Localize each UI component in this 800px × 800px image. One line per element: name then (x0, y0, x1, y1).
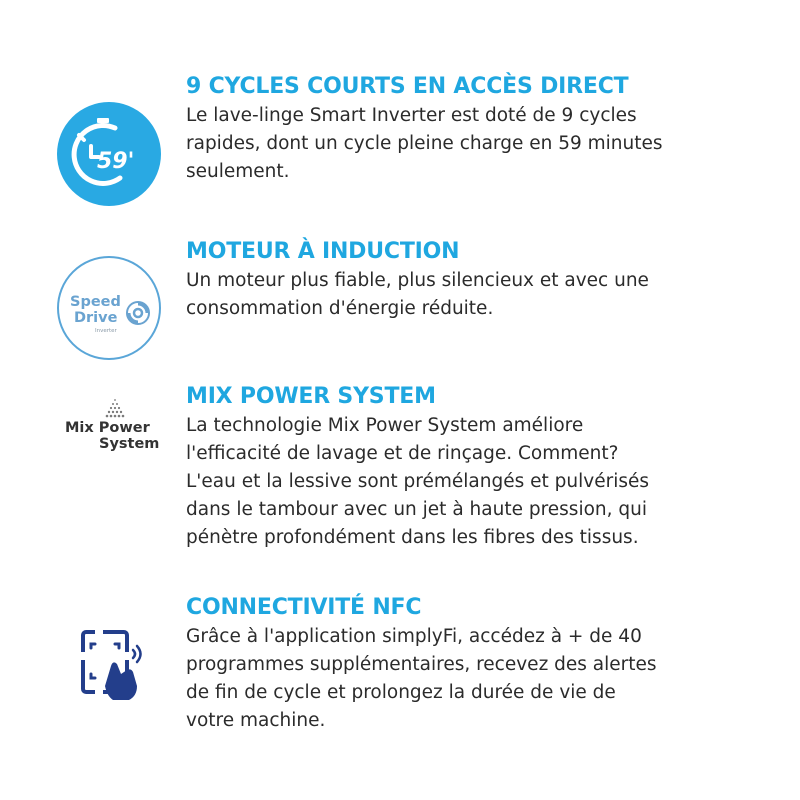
feature-description: Grâce à l'application simplyFi, accédez à + de 40 programmes supplémentaires, recevez des alertes de fin de cycle et prolongez la durée de vie de votre machine. (186, 626, 657, 731)
feature-title: MIX POWER SYSTEM (186, 384, 436, 409)
feature-description: Le lave-linge Smart Inverter est doté de 9 cycles rapides, dont un cycle pleine charge en 59 minutes seulement. (186, 105, 663, 182)
feature-title: 9 CYCLES COURTS EN ACCÈS DIRECT (186, 74, 629, 99)
feature-induction-motor (0, 237, 800, 367)
stopwatch-59-icon (48, 102, 170, 206)
feature-description: Un moteur plus fiable, plus silencieux et avec une consommation d'énergie réduite. (186, 270, 649, 319)
feature-title: CONNECTIVITÉ NFC (186, 595, 422, 620)
swirl-icon (125, 300, 151, 326)
feature-short-cycles (0, 70, 800, 200)
spray-dots-icon (101, 396, 135, 420)
feature-mix-power-system (0, 382, 800, 562)
nfc-phone-icon (48, 621, 170, 711)
feature-description: La technologie Mix Power System améliore l'efficacité de lavage et de rinçage. Comment? L'eau et la lessive sont prémélangés et pulvérisés dans le tambour avec un jet à haute pression, qui pénètre profondément dans les fibres des tissus. (186, 415, 649, 548)
speed-drive-icon: Speed Drive Inverter (48, 255, 170, 361)
timer-value: 59' (97, 149, 135, 174)
feature-nfc-connectivity (0, 593, 800, 753)
mix-power-system-icon: Mix Power System (48, 394, 170, 458)
feature-title: MOTEUR À INDUCTION (186, 239, 460, 264)
